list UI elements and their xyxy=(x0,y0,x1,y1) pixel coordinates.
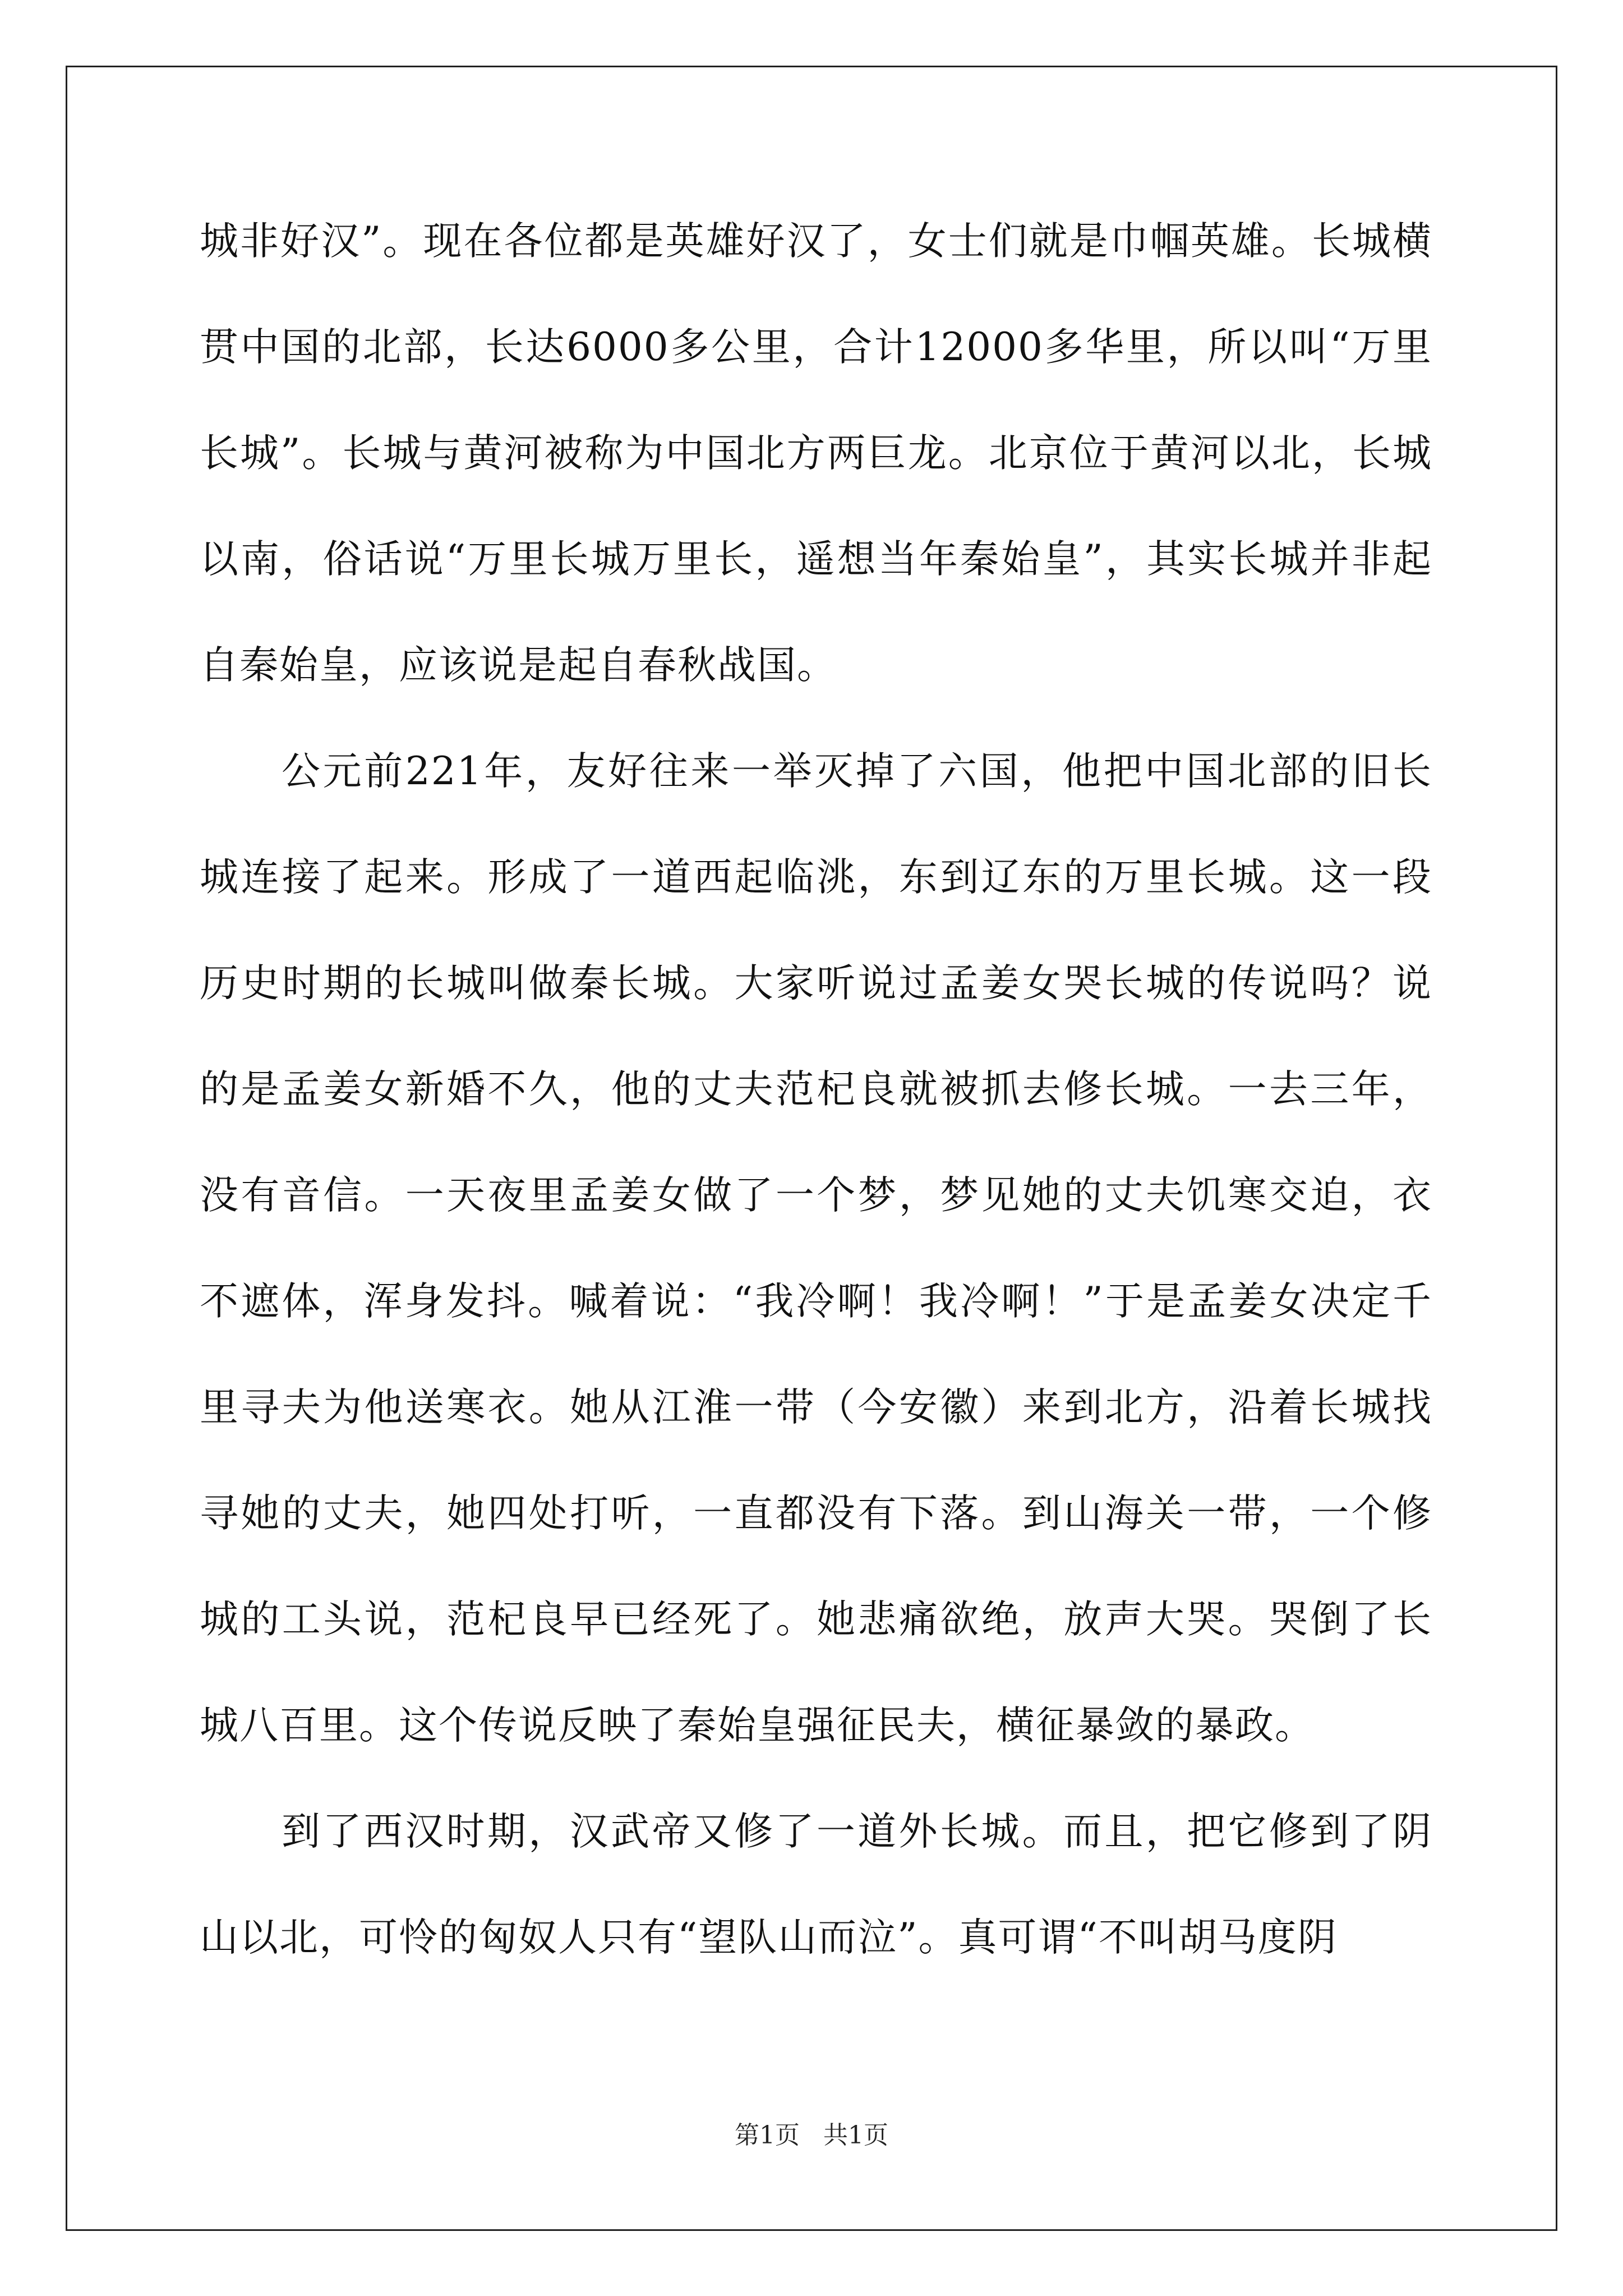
document-body xyxy=(200,188,1432,1991)
page-footer xyxy=(0,2115,1623,2151)
page-total: 共1页 xyxy=(823,2121,888,2150)
paragraph-2: 公元前221年，友好往来一举灭掉了六国，他把中国北部的旧长城连接了起来。形成了一道西起临洮，东到辽东的万里长城。这一段历史时期的长城叫做秦长城。大家听说过孟姜女哭长城的传说吗？说的是孟姜女新婚不久，他的丈夫范杞良就被抓去修长城。一去三年，没有音信。一天夜里孟姜女做了一个梦，梦见她的丈夫饥寒交迫，衣不遮体，浑身发抖。喊着说：“我冷啊！我冷啊！”于是孟姜女决定千里寻夫为他送寒衣。她从江淮一带（今安徽）来到北方，沿着长城找寻她的丈夫，她四处打听，一直都没有下落。到山海关一带，一个修城的工头说，范杞良早已经死了。她悲痛欲绝，放声大哭。哭倒了长城八百里。这个传说反映了秦始皇强征民夫，横征暴敛的暴政。 xyxy=(200,749,1432,1748)
paragraph-3: 到了西汉时期，汉武帝又修了一道外长城。而且，把它修到了阴山以北，可怜的匈奴人只有“望队山而泣”。真可谓“不叫胡马度阴 xyxy=(200,1809,1432,1960)
paragraph-1: 城非好汉”。现在各位都是英雄好汉了，女士们就是巾帼英雄。长城横贯中国的北部，长达6000多公里，合计12000多华里，所以叫“万里长城”。长城与黄河被称为中国北方两巨龙。北京位于黄河以北，长城以南，俗话说“万里长城万里长，遥想当年秦始皇”，其实长城并非起自秦始皇，应该说是起自春秋战国。 xyxy=(200,219,1432,688)
page-number: 第1页 xyxy=(735,2121,800,2150)
